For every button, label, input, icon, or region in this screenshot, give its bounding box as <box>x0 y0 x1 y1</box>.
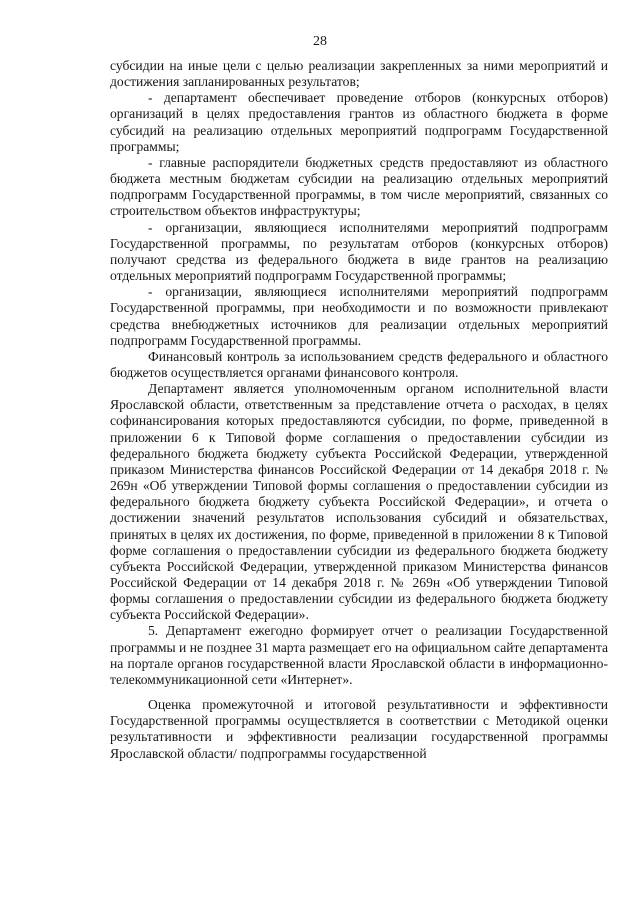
document-body <box>110 58 608 762</box>
page-number: 28 <box>313 34 327 49</box>
paragraph-organizations-grants: - организации, являющиеся исполнителями мероприятий подпрограмм Государственной программы, по результатам отборов (конкурсных отборов) получают средства из федерального бюджета в виде грантов на реализацию отдельных мероприятий подпрограмм Государственной программы; <box>110 219 608 284</box>
paragraph-department-selection: - департамент обеспечивает проведение отборов (конкурсных отборов) организаций в целях предоставления грантов из областного бюджета в форме субсидий на реализацию отдельных мероприятий подпрограмм Государственной программы; <box>110 90 608 154</box>
paragraph-efficiency-assessment: Оценка промежуточной и итоговой результативности и эффективности Государственной программы осуществляется в соответствии с Методикой оценки результативности и эффективности реализации государственной программы Ярославской области/ подпрограммы государственной <box>110 697 608 761</box>
paragraph-department-reporting: Департамент является уполномоченным органом исполнительной власти Ярославской области, ответственным за представление отчета о расходах, в целях софинансирования которых предоставляются субсидии, по форме, приведенной в приложении 6 к Типовой форме соглашения о предоставлении субсидии из федерального бюджета бюджету субъекта Российской Федерации, утвержденной приказом Министерства финансов Российской Федерации от 14 декабря 2018 г. № 269н «Об утверждении Типовой формы соглашения о предоставлении субсидии из федерального бюджета бюджету субъекта Российской Федерации», и отчета о достижении значений результатов использования субсидий и обязательствах, принятых в целях их достижения, по форме, приведенной в приложении 8 к Типовой форме соглашения о предоставлении субсидии из федерального бюджета бюджету субъекта Российской Федерации, утвержденной приказом Министерства финансов Российской Федерации от 14 декабря 2018 г. № 269н «Об утверждении Типовой формы соглашения о предоставлении субсидии из федерального бюджета бюджету субъекта Российской Федерации». <box>110 381 608 623</box>
paragraph-budget-managers: - главные распорядители бюджетных средств предоставляют из областного бюджета местным бюджетам субсидии на реализацию отдельных мероприятий подпрограмм Государственной программы, в том числе мероприятий, связанных со строительством объектов инфраструктуры; <box>110 154 608 219</box>
paragraph-annual-report: 5. Департамент ежегодно формирует отчет о реализации Государственной программы и не позднее 31 марта размещает его на официальном сайте департамента на портале органов государственной власти Ярославской области в информационно-телекоммуникационной сети «Интернет». <box>110 623 608 687</box>
paragraph-subsidies-continuation: субсидии на иные цели с целью реализации закрепленных за ними мероприятий и достижения запланированных результатов; <box>110 58 608 90</box>
paragraph-financial-control: Финансовый контроль за использованием средств федерального и областного бюджетов осуществляется органами финансового контроля. <box>110 348 608 380</box>
paragraph-organizations-extrabudgetary: - организации, являющиеся исполнителями мероприятий подпрограмм Государственной программы, при необходимости и по возможности привлекают средства внебюджетных источников для реализации отдельных мероприятий подпрограмм Государственной программы. <box>110 284 608 348</box>
